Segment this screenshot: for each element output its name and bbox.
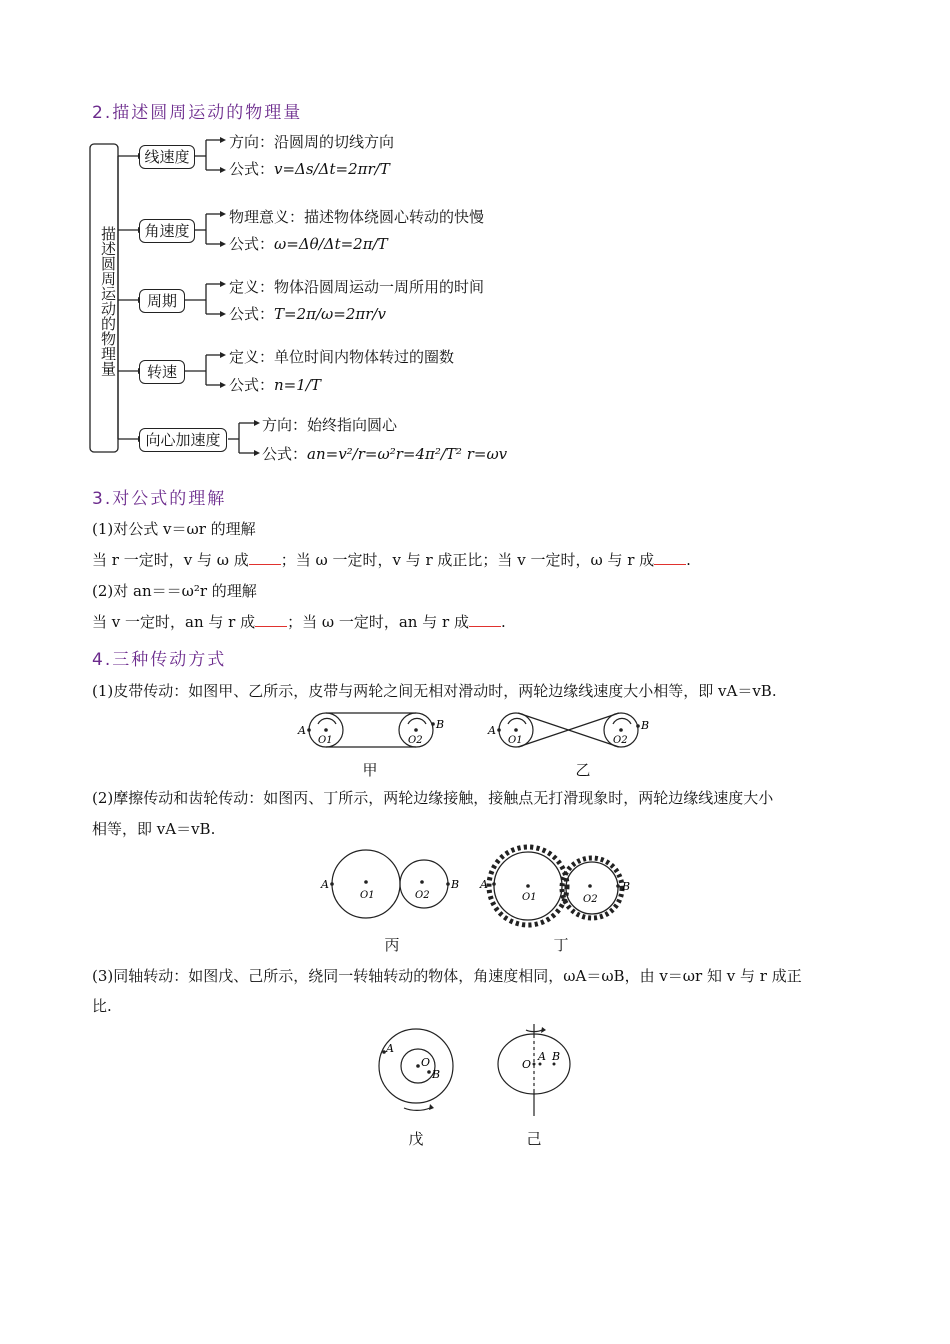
section3-p2-head: (2)对 an＝＝ω²r 的理解 [92, 582, 257, 600]
node5-formula-text: an=v²/r=ω²r=4π²/T² r=ωv [307, 445, 508, 463]
caption-wu: 戊 [408, 1130, 424, 1148]
fig-ding-label-B: B [622, 880, 631, 893]
answer-blank-2[interactable] [654, 550, 686, 565]
answer-blank-4[interactable] [469, 612, 501, 627]
fig-jia-label-A: A [298, 724, 306, 737]
section3-p2-body [92, 611, 506, 632]
section4-p3-b: 比. [92, 997, 112, 1015]
node2-line1: 物理意义：描述物体绕圆心转动的快慢 [229, 208, 485, 226]
section3-p1-body [92, 549, 691, 570]
fig-wu-label-A: A [386, 1042, 394, 1055]
section2-title: 2.描述圆周运动的物理量 [92, 103, 303, 123]
node3-formula-prefix: 公式： [229, 305, 275, 323]
figure-ding-gear-drive [478, 840, 638, 932]
fig-jia-label-B: B [436, 718, 445, 731]
node2-formula [229, 233, 388, 254]
section4-p2-a: (2)摩擦传动和齿轮传动：如图丙、丁所示，两轮边缘接触，接触点无打滑现象时，两轮边缘线速度大小 [92, 789, 774, 807]
node4-formula-text: n=1/T [274, 376, 321, 394]
node1-formula [229, 158, 390, 179]
node5-line1: 方向：始终指向圆心 [262, 416, 398, 434]
section3-p1-c: . [686, 551, 691, 569]
fig-ji-label-A: A [538, 1050, 546, 1063]
section3-p1-head: (1)对公式 v＝ωr 的理解 [92, 520, 256, 538]
section4-p2-b: 相等，即 vA＝vB. [92, 820, 216, 838]
node1-formula-text: v=Δs/Δt=2πr/T [274, 160, 390, 178]
node-angular-velocity: 角速度 [139, 219, 195, 243]
fig-bing-label-A: A [321, 878, 329, 891]
section3-p2-a: 当 v 一定时，an 与 r 成 [92, 613, 256, 631]
fig-jia-label-O1: O1 [318, 735, 333, 746]
fig-bing-label-B: B [451, 878, 460, 891]
node4-formula [229, 374, 321, 395]
caption-jia: 甲 [362, 761, 378, 779]
fig-yi-label-O2: O2 [613, 735, 628, 746]
figure-ji-coaxial-body [496, 1020, 576, 1120]
section3-p1-b: ；当 ω 一定时，v 与 r 成正比；当 v 一定时，ω 与 r 成 [280, 551, 655, 569]
caption-ji: 己 [526, 1130, 542, 1148]
node1-formula-prefix: 公式： [229, 160, 275, 178]
fig-bing-label-O1: O1 [360, 890, 375, 901]
node4-line1: 定义：单位时间内物体转过的圈数 [229, 348, 455, 366]
node1-line1: 方向：沿圆周的切线方向 [229, 133, 395, 151]
node-centripetal-acceleration: 向心加速度 [139, 428, 227, 452]
node-period: 周期 [139, 289, 185, 313]
answer-blank-1[interactable] [249, 550, 281, 565]
node3-formula-text: T=2π/ω=2πr/v [274, 305, 386, 323]
fig-ding-label-A: A [480, 878, 488, 891]
caption-ding: 丁 [553, 936, 569, 954]
section4-p1: (1)皮带传动：如图甲、乙所示，皮带与两轮之间无相对滑动时，两轮边缘线速度大小相等，即 vA＝vB. [92, 682, 777, 700]
node-linear-velocity: 线速度 [139, 145, 195, 169]
figure-wu-coaxial-disc [374, 1022, 460, 1122]
fig-ji-label-O: O [522, 1058, 532, 1071]
answer-blank-3[interactable] [255, 612, 287, 627]
fig-wu-label-O: O [421, 1056, 431, 1069]
node-rotation-speed: 转速 [139, 360, 185, 384]
section3-title: 3.对公式的理解 [92, 489, 227, 509]
caption-bing: 丙 [384, 936, 400, 954]
figure-bing-friction-drive [318, 846, 468, 926]
tree-root-label: 描述圆周运动的物理量 [99, 226, 117, 376]
fig-yi-label-A: A [488, 724, 496, 737]
caption-yi: 乙 [575, 761, 591, 779]
fig-ding-label-O2: O2 [583, 894, 598, 905]
node2-formula-text: ω=Δθ/Δt=2π/T [274, 235, 388, 253]
node2-formula-prefix: 公式： [229, 235, 275, 253]
section4-title: 4.三种传动方式 [92, 650, 227, 670]
node5-formula-prefix: 公式： [262, 445, 308, 463]
figure-yi-crossed-belt [486, 706, 656, 756]
section4-p3-a: (3)同轴转动：如图戊、己所示，绕同一转轴转动的物体，角速度相同，ωA＝ωB，由 v＝ωr 知 v 与 r 成正 [92, 967, 802, 985]
fig-bing-label-O2: O2 [415, 890, 430, 901]
node3-line1: 定义：物体沿圆周运动一周所用的时间 [229, 278, 485, 296]
section3-p1-a: 当 r 一定时，v 与 ω 成 [92, 551, 249, 569]
section3-p2-c: . [500, 613, 506, 631]
figure-jia-belt-drive [296, 706, 446, 756]
fig-ding-label-O1: O1 [522, 892, 537, 903]
node4-formula-prefix: 公式： [229, 376, 275, 394]
section3-p2-b: ；当 ω 一定时，an 与 r 成 [287, 613, 469, 631]
node5-formula [262, 443, 507, 464]
node3-formula [229, 303, 386, 324]
fig-jia-label-O2: O2 [408, 735, 423, 746]
fig-yi-label-O1: O1 [508, 735, 523, 746]
fig-yi-label-B: B [641, 719, 650, 732]
fig-wu-label-B: B [432, 1068, 441, 1081]
fig-ji-label-B: B [552, 1050, 561, 1063]
